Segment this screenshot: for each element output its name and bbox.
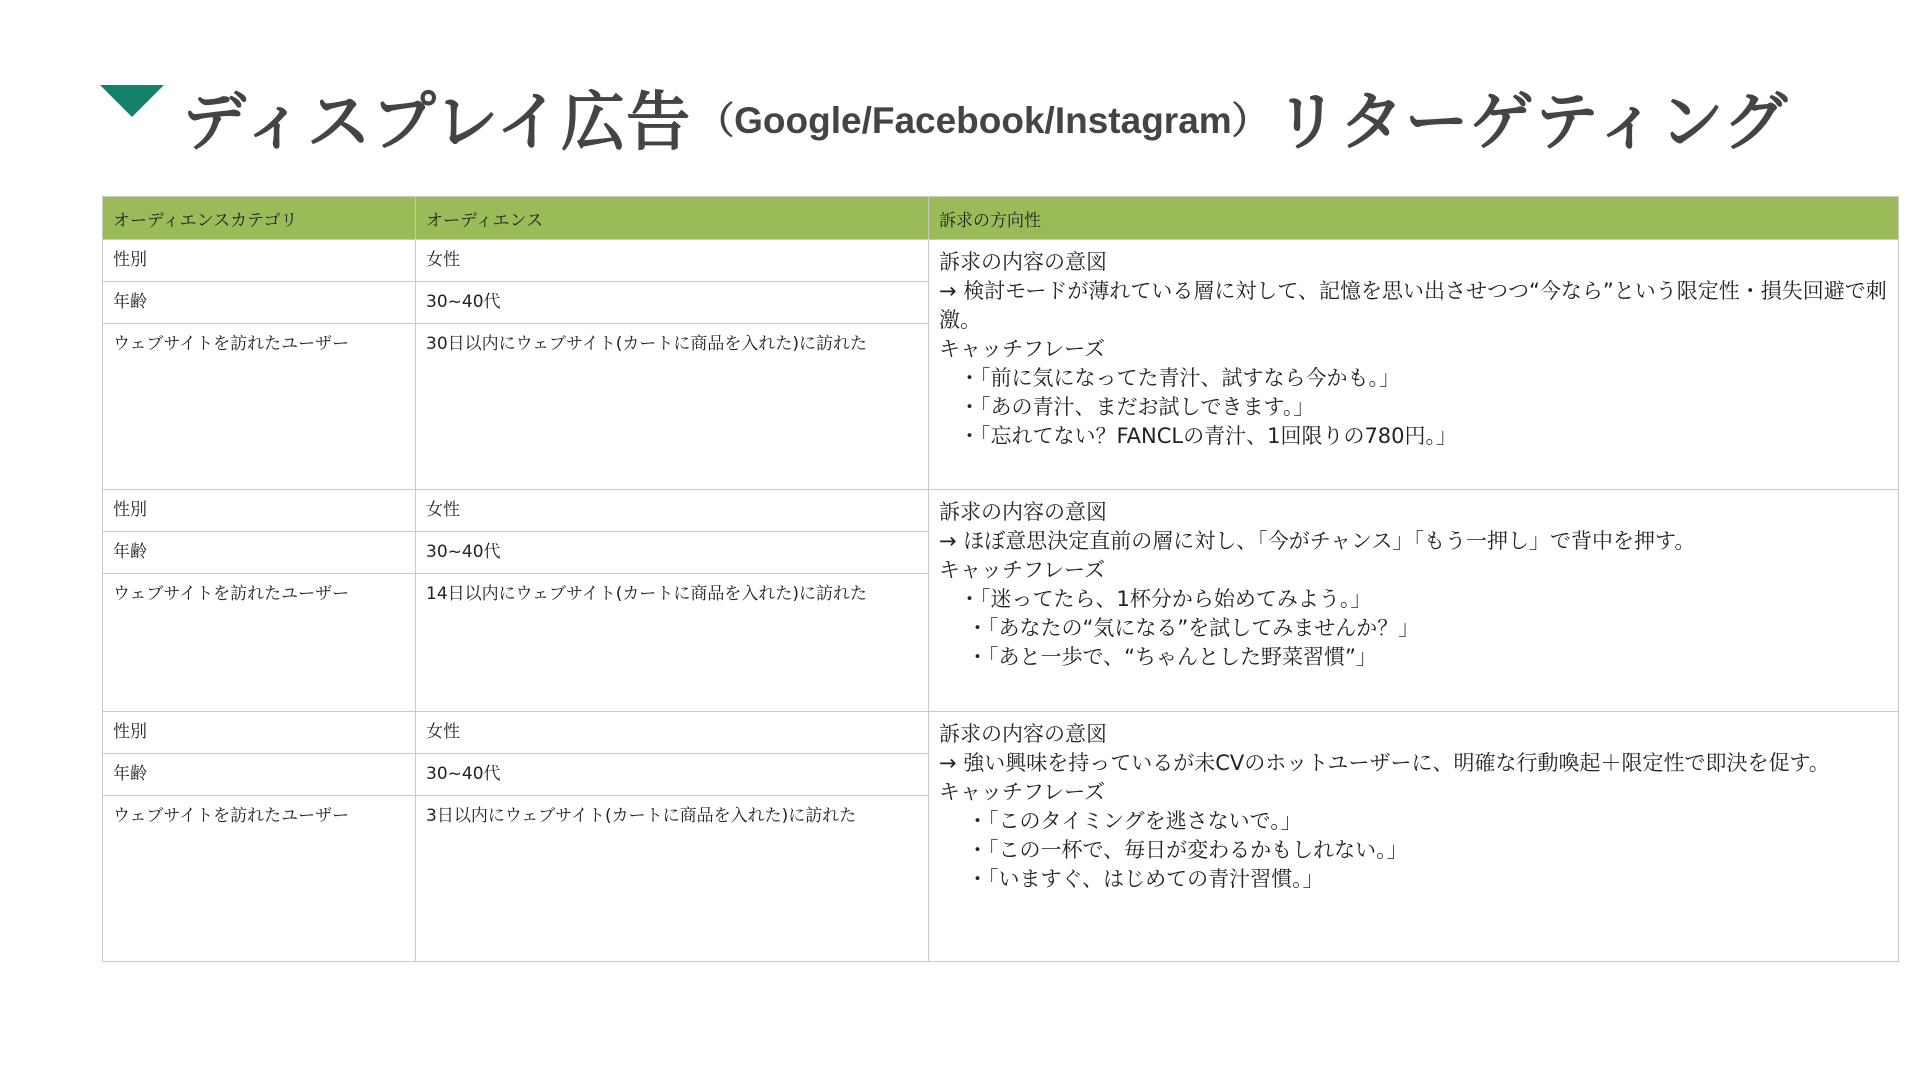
- catchphrase-item: ・「あの青汁、まだお試しできます。」: [959, 395, 1315, 419]
- audience-cell: 30日以内にウェブサイト(カートに商品を入れた)に訪れた: [416, 324, 929, 490]
- header-audience-category: オーディエンスカテゴリ: [103, 197, 416, 240]
- audience-cell: 女性: [416, 490, 929, 532]
- intent-heading: 訴求の内容の意図: [939, 250, 1107, 274]
- category-cell: ウェブサイトを訪れたユーザー: [103, 796, 416, 962]
- audience-cell: 14日以内にウェブサイト(カートに商品を入れた)に訪れた: [416, 574, 929, 712]
- category-cell: 年齢: [103, 754, 416, 796]
- intent-heading: 訴求の内容の意図: [939, 722, 1107, 746]
- appeal-cell: [929, 490, 1899, 712]
- catchphrase-item: ・「この一杯で、毎日が変わるかもしれない。」: [967, 838, 1408, 862]
- appeal-cell: [929, 712, 1899, 962]
- audience-cell: 30~40代: [416, 282, 929, 324]
- catchphrase-item: ・「あなたの“気になる”を試してみませんか？」: [967, 616, 1420, 640]
- header-audience: オーディエンス: [416, 197, 929, 240]
- title-platforms: （Google/Facebook/Instagram）: [697, 100, 1269, 141]
- catchphrase-item: ・「いますぐ、はじめての青汁習慣。」: [967, 867, 1324, 891]
- table-header-row: [103, 197, 1899, 240]
- slide-title: [100, 72, 1788, 162]
- catchphrase-heading: キャッチフレーズ: [939, 780, 1106, 804]
- title-main: ディスプレイ広告: [182, 86, 692, 160]
- table-row: [103, 490, 1899, 532]
- intent-text: → ほぼ意思決定直前の層に対し、「今がチャンス」「もう一押し」で背中を押す。: [939, 529, 1696, 553]
- audience-cell: 30~40代: [416, 532, 929, 574]
- category-cell: 年齢: [103, 282, 416, 324]
- appeal-cell: [929, 240, 1899, 490]
- catchphrase-item: ・「前に気になってた青汁、試すなら今かも。」: [959, 366, 1400, 390]
- intent-text: → 検討モードが薄れている層に対して、記憶を思い出させつつ“今なら”という限定性・損失回避で刺激。: [939, 279, 1887, 332]
- audience-cell: 30~40代: [416, 754, 929, 796]
- catchphrase-item: ・「忘れてない？FANCLの青汁、1回限りの780円。」: [959, 424, 1458, 448]
- category-cell: ウェブサイトを訪れたユーザー: [103, 324, 416, 490]
- audience-cell: 女性: [416, 712, 929, 754]
- audience-cell: 3日以内にウェブサイト(カートに商品を入れた)に訪れた: [416, 796, 929, 962]
- audience-cell: 女性: [416, 240, 929, 282]
- catchphrase-heading: キャッチフレーズ: [939, 558, 1106, 582]
- category-cell: 性別: [103, 240, 416, 282]
- down-triangle-icon: [100, 85, 164, 117]
- category-cell: 性別: [103, 712, 416, 754]
- catchphrase-heading: キャッチフレーズ: [939, 337, 1106, 361]
- title-retargeting: リターゲティング: [1274, 86, 1789, 160]
- catchphrase-item: ・「迷ってたら、1杯分から始めてみよう。」: [959, 587, 1372, 611]
- header-appeal-direction: 訴求の方向性: [929, 197, 1899, 240]
- category-cell: 年齢: [103, 532, 416, 574]
- category-cell: ウェブサイトを訪れたユーザー: [103, 574, 416, 712]
- catchphrase-item: ・「このタイミングを逃さないで。」: [967, 809, 1302, 833]
- table-row: [103, 712, 1899, 754]
- table-row: [103, 240, 1899, 282]
- audience-table: [102, 196, 1899, 962]
- catchphrase-item: ・「あと一歩で、“ちゃんとした野菜習慣”」: [967, 645, 1377, 669]
- intent-heading: 訴求の内容の意図: [939, 500, 1107, 524]
- intent-text: → 強い興味を持っているが未CVのホットユーザーに、明確な行動喚起＋限定性で即決を促す。: [939, 751, 1830, 775]
- category-cell: 性別: [103, 490, 416, 532]
